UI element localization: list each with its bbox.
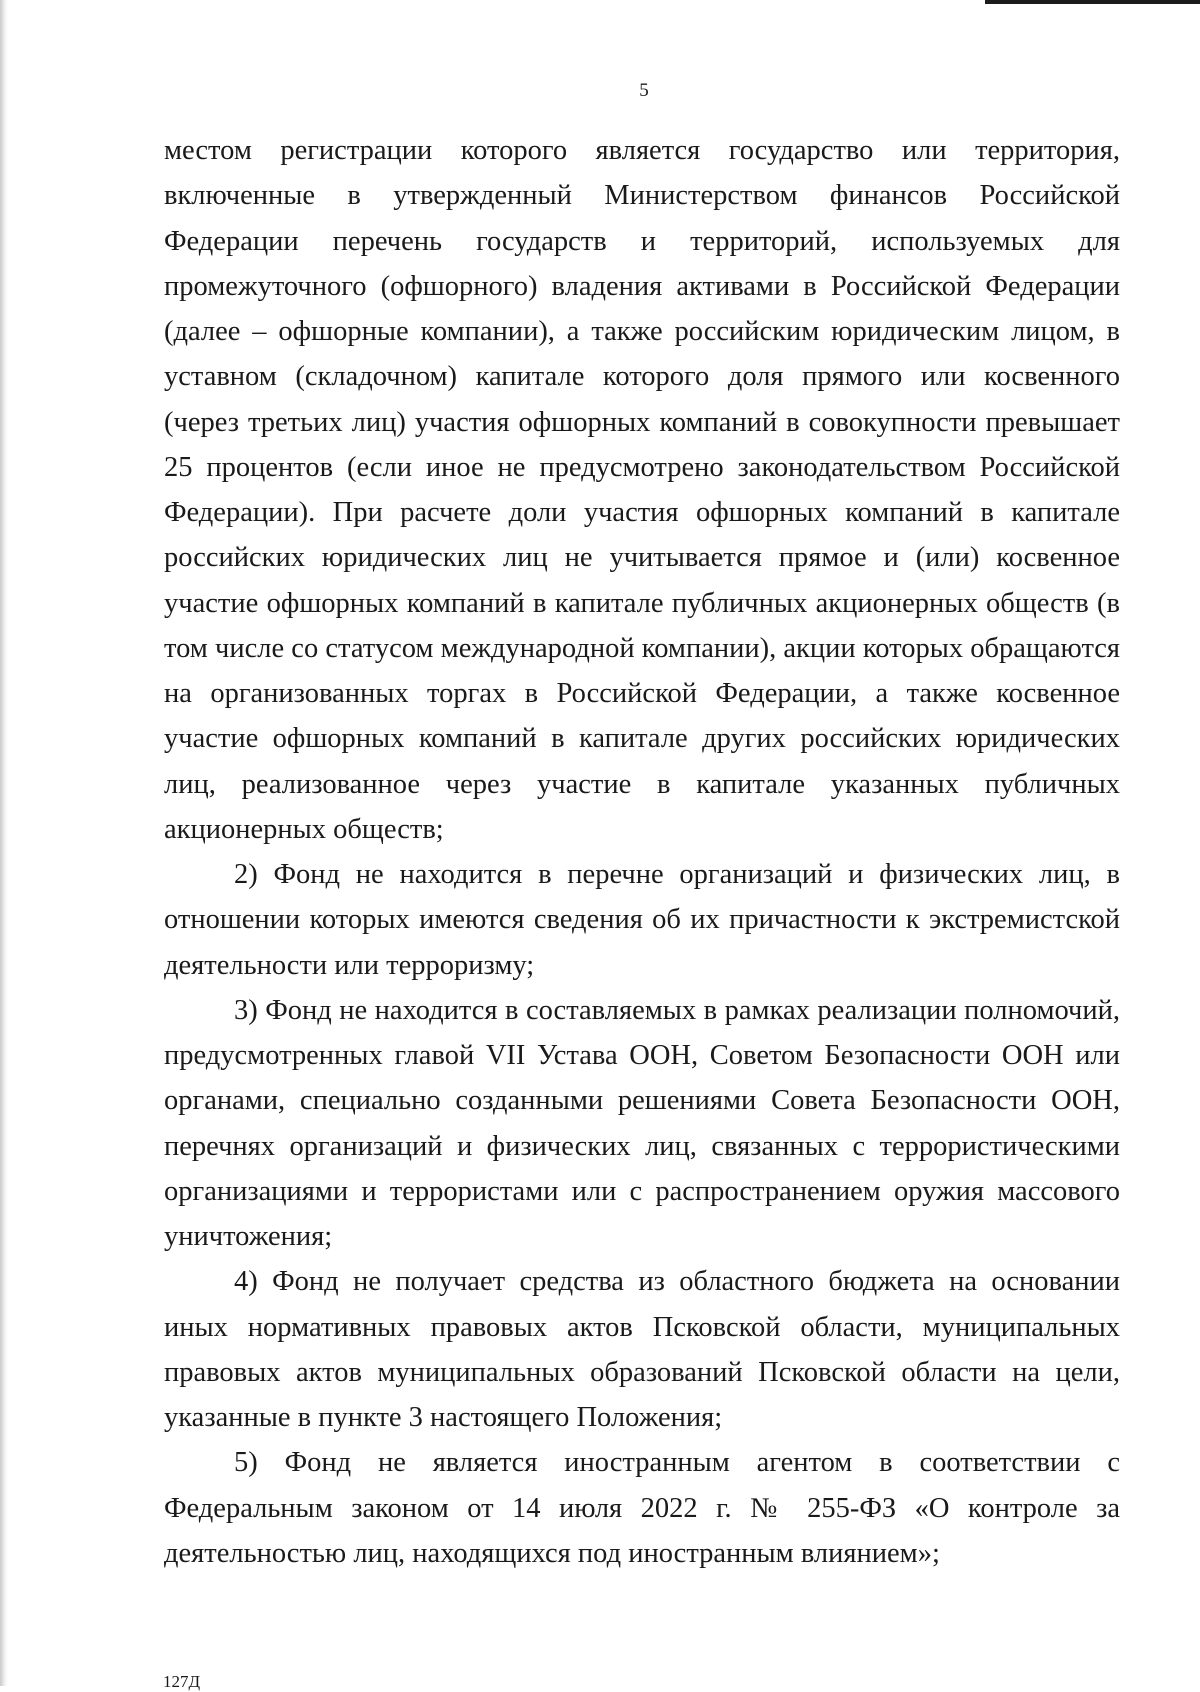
document-body	[164, 128, 1120, 1576]
paragraph-item-2: 2) Фонд не находится в перечне организаций и физических лиц, в отношении которых имеются сведения об их причастности к экстремистской деятельности или терроризму;	[164, 859, 1120, 981]
page-number: 5	[639, 80, 649, 101]
scan-edge-shadow	[0, 0, 8, 1686]
paragraph-continuation: местом регистрации которого является государство или территория, включенные в утвержденный Министерством финансов Российской Федерации перечень государств и территорий, используемых для промежуточного (офшорного) владения активами в Российской Федерации (далее – офшорные компании), а также российским юридическим лицом, в уставном (складочном) капитале которого доля прямого или косвенного (через третьих лиц) участия офшорных компаний в совокупности превышает 25 процентов (если иное не предусмотрено законодательством Российской Федерации). При расчете доли участия офшорных компаний в капитале российских юридических лиц не учитывается прямое и (или) косвенное участие офшорных компаний в капитале публичных акционерных обществ (в том числе со статусом международной компании), акции которых обращаются на организованных торгах в Российской Федерации, а также косвенное участие офшорных компаний в капитале других российских юридических лиц, реализованное через участие в капитале указанных публичных акционерных обществ;	[164, 135, 1120, 845]
document-code: 127Д	[163, 1672, 201, 1691]
paragraph-item-5: 5) Фонд не является иностранным агентом в соответствии с Федеральным законом от 14 июля 2022 г. № 255-ФЗ «О контроле за деятельностью лиц, находящихся под иностранным влиянием»;	[164, 1447, 1120, 1569]
paragraph-item-4: 4) Фонд не получает средства из областного бюджета на основании иных нормативных правовых актов Псковской области, муниципальных правовых актов муниципальных образований Псковской области на цели, указанные в пункте 3 настоящего Положения;	[164, 1266, 1120, 1433]
scan-top-rule	[985, 0, 1200, 4]
paragraph-item-3: 3) Фонд не находится в составляемых в рамках реализации полномочий, предусмотренных главой VII Устава ООН, Советом Безопасности ООН или органами, специально созданными решениями Совета Безопасности ООН, перечнях организаций и физических лиц, связанных с террористическими организациями и террористами или с распространением оружия массового уничтожения;	[164, 994, 1120, 1252]
